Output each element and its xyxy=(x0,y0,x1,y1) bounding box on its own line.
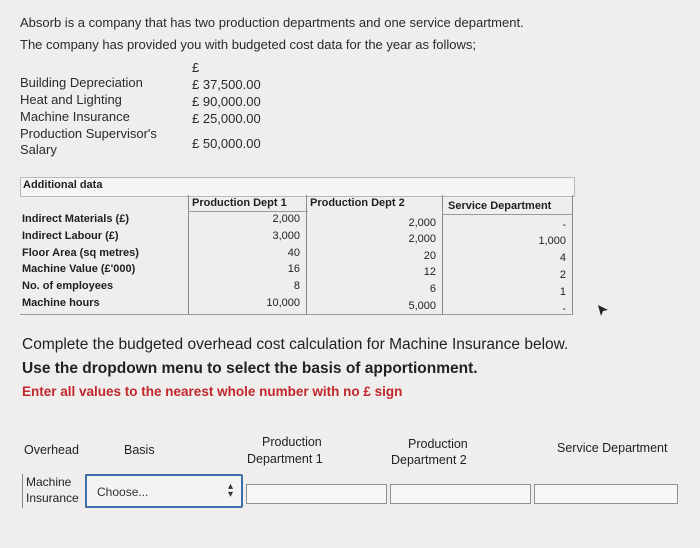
row-label-indirect-labour: Indirect Labour (£) xyxy=(22,230,119,242)
cell-employees-d1: 8 xyxy=(293,280,300,292)
cost-value-heat-lighting: £ 90,000.00 xyxy=(192,94,261,109)
cell-materials-s: - xyxy=(562,219,566,231)
row-label-floor-area: Floor Area (sq metres) xyxy=(22,247,139,259)
cost-value-supervisor-salary: £ 50,000.00 xyxy=(192,136,261,151)
intro-line-2: The company has provided you with budgeted cost data for the year as follows; xyxy=(20,37,476,52)
col-header-service-dept: Service Department xyxy=(448,200,552,212)
cell-floor-d1: 40 xyxy=(287,247,300,259)
header-prod2-line2: Department 2 xyxy=(391,453,467,467)
row-label-machine-value: Machine Value (£'000) xyxy=(22,263,136,275)
cell-materials-d1: 2,000 xyxy=(272,213,300,225)
cell-machine-value-d2: 12 xyxy=(423,266,436,278)
col-header-prod-dept-1: Production Dept 1 xyxy=(192,197,287,209)
basis-select-value: Choose... xyxy=(97,485,149,499)
cell-labour-s: 1,000 xyxy=(538,235,566,247)
cost-label-building-depreciation: Building Depreciation xyxy=(20,75,143,90)
row-label-indirect-materials: Indirect Materials (£) xyxy=(22,213,129,225)
row-label-machine: Machine xyxy=(26,475,72,489)
cell-machine-value-d1: 16 xyxy=(287,263,300,275)
row-label-employees: No. of employees xyxy=(22,280,114,292)
cell-labour-d2: 2,000 xyxy=(408,233,436,245)
cost-label-supervisor-salary: Salary xyxy=(20,142,57,157)
cost-label-heat-lighting: Heat and Lighting xyxy=(20,92,122,107)
cell-employees-s: 1 xyxy=(559,286,566,298)
question-line-2: Use the dropdown menu to select the basis of apportionment. xyxy=(22,360,478,377)
row-label-machine-hours: Machine hours xyxy=(22,297,100,309)
cell-hours-d1: 10,000 xyxy=(266,297,300,309)
cell-hours-d2: 5,000 xyxy=(408,300,436,312)
intro-line-1: Absorb is a company that has two production departments and one service department. xyxy=(20,15,524,30)
question-line-3: Enter all values to the nearest whole number with no £ sign xyxy=(22,384,403,399)
cost-label-supervisor: Production Supervisor's xyxy=(20,126,157,141)
basis-select[interactable] xyxy=(85,474,243,508)
cell-employees-d2: 6 xyxy=(429,283,436,295)
header-basis: Basis xyxy=(124,443,155,457)
cell-materials-d2: 2,000 xyxy=(408,217,436,229)
question-line-1: Complete the budgeted overhead cost calculation for Machine Insurance below. xyxy=(22,336,569,353)
header-service-dept: Service Department xyxy=(557,441,668,455)
cell-floor-s: 4 xyxy=(559,252,566,264)
cell-labour-d1: 3,000 xyxy=(272,230,300,242)
cost-value-building-depreciation: £ 37,500.00 xyxy=(192,77,261,92)
additional-data-table xyxy=(20,177,573,315)
cell-hours-s: - xyxy=(562,303,566,315)
col-header-prod-dept-2: Production Dept 2 xyxy=(310,197,405,209)
row-label-insurance: Insurance xyxy=(26,491,79,505)
prod-dept-1-input[interactable] xyxy=(246,484,387,504)
header-prod2-line1: Production xyxy=(408,437,468,451)
cost-value-machine-insurance: £ 25,000.00 xyxy=(192,111,261,126)
currency-header: £ xyxy=(192,60,200,75)
cursor-icon xyxy=(596,304,610,318)
cell-floor-d2: 20 xyxy=(423,250,436,262)
cost-label-machine-insurance: Machine Insurance xyxy=(20,109,130,124)
additional-data-title: Additional data xyxy=(23,179,103,191)
prod-dept-2-input[interactable] xyxy=(390,484,531,504)
cell-machine-value-s: 2 xyxy=(559,269,566,281)
additional-data-title-row xyxy=(20,177,575,197)
header-overhead: Overhead xyxy=(24,443,79,457)
header-prod1-line1: Production xyxy=(262,435,322,449)
overhead-cell xyxy=(22,474,86,508)
select-arrows-icon: ▴ ▾ xyxy=(227,481,233,500)
service-dept-input[interactable] xyxy=(534,484,678,504)
header-prod1-line2: Department 1 xyxy=(247,452,323,466)
